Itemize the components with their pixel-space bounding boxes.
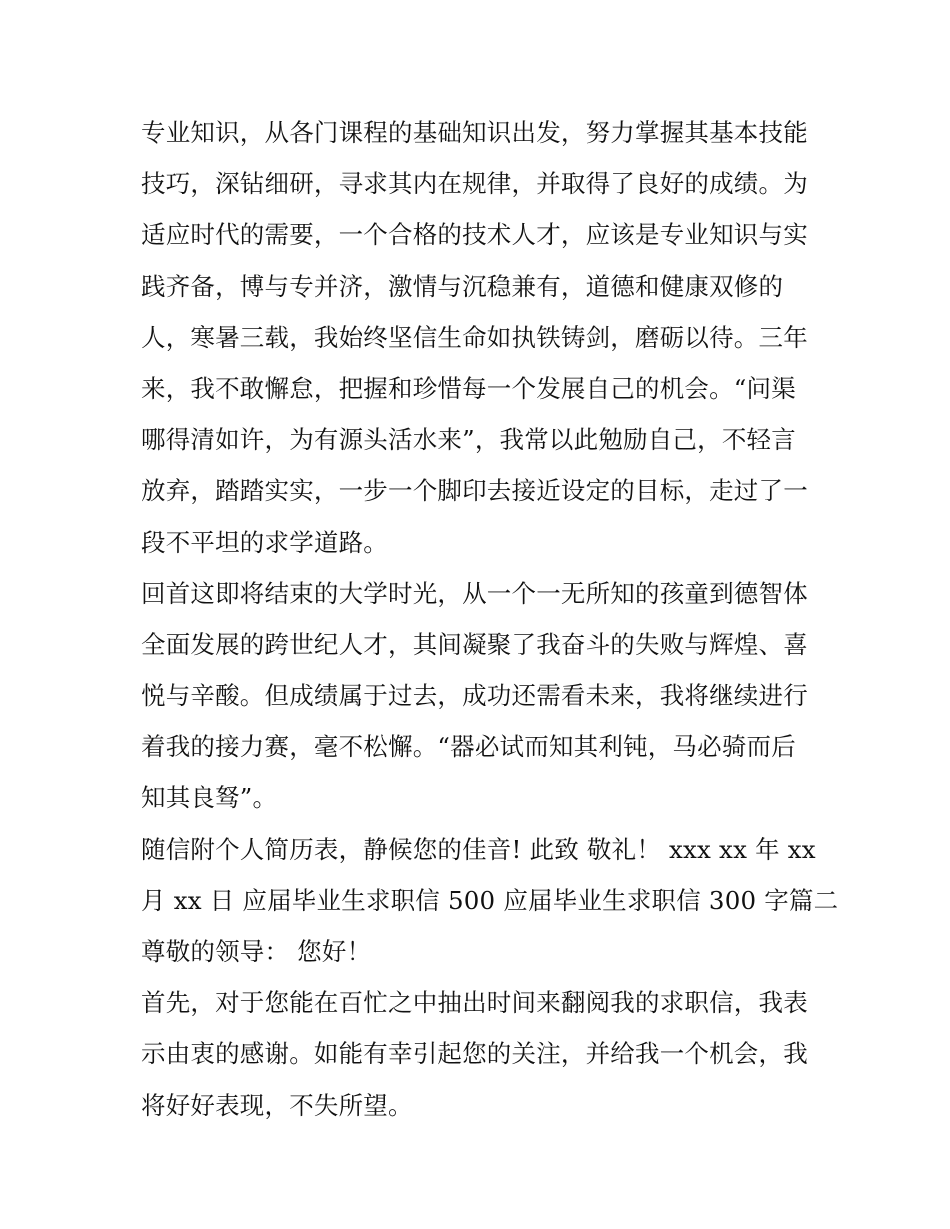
text-line-9: 段不平坦的求学道路。 (141, 527, 388, 557)
text-line-6: 来，我不敢懈怠，把握和珍惜每一个发展自己的机会。“问渠 (141, 373, 796, 403)
text-line-14: 知其良驽”。 (141, 783, 278, 813)
text-line-20: 将好好表现，不失所望。 (141, 1090, 413, 1120)
text-line-13: 着我的接力赛，毫不松懈。“器必试而知其利钝，马必骑而后 (141, 732, 796, 762)
text-line-5: 人，寒暑三载，我始终坚信生命如执铁铸剑，磨砺以待。三年 (141, 322, 808, 352)
text-line-15: 随信附个人简历表，静候您的佳音! 此致 敬礼！ xxx xx 年 xx (141, 834, 816, 864)
text-line-1: 专业知识，从各门课程的基础知识出发，努力掌握其基本技能 (141, 118, 808, 147)
text-line-18: 首先，对于您能在百忙之中抽出时间来翻阅我的求职信，我表 (141, 988, 808, 1018)
text-line-2: 技巧，深钻细研，寻求其内在规律，并取得了良好的成绩。为 (141, 169, 808, 199)
text-line-19: 示由衷的感谢。如能有幸引起您的关注，并给我一个机会，我 (141, 1039, 808, 1069)
text-line-16: 月 xx 日 应届毕业生求职信 500 应届毕业生求职信 300 字篇二 (141, 885, 839, 915)
text-line-11: 全面发展的跨世纪人才，其间凝聚了我奋斗的失败与辉煌、喜 (141, 629, 808, 659)
text-line-7: 哪得清如许，为有源头活水来”，我常以此勉励自己，不轻言 (141, 425, 796, 455)
body-text (141, 107, 839, 1131)
text-line-8: 放弃，踏踏实实，一步一个脚印去接近设定的目标，走过了一 (141, 476, 808, 506)
text-line-3: 适应时代的需要，一个合格的技术人才，应该是专业知识与实 (141, 220, 808, 250)
text-line-12: 悦与辛酸。但成绩属于过去，成功还需看未来，我将继续进行 (141, 681, 808, 711)
text-line-10: 回首这即将结束的大学时光，从一个一无所知的孩童到德智体 (141, 578, 808, 608)
text-line-4: 践齐备，博与专并济，激情与沉稳兼有，道德和健康双修的 (141, 271, 784, 301)
text-line-17: 尊敬的领导： 您好！ (141, 937, 372, 966)
